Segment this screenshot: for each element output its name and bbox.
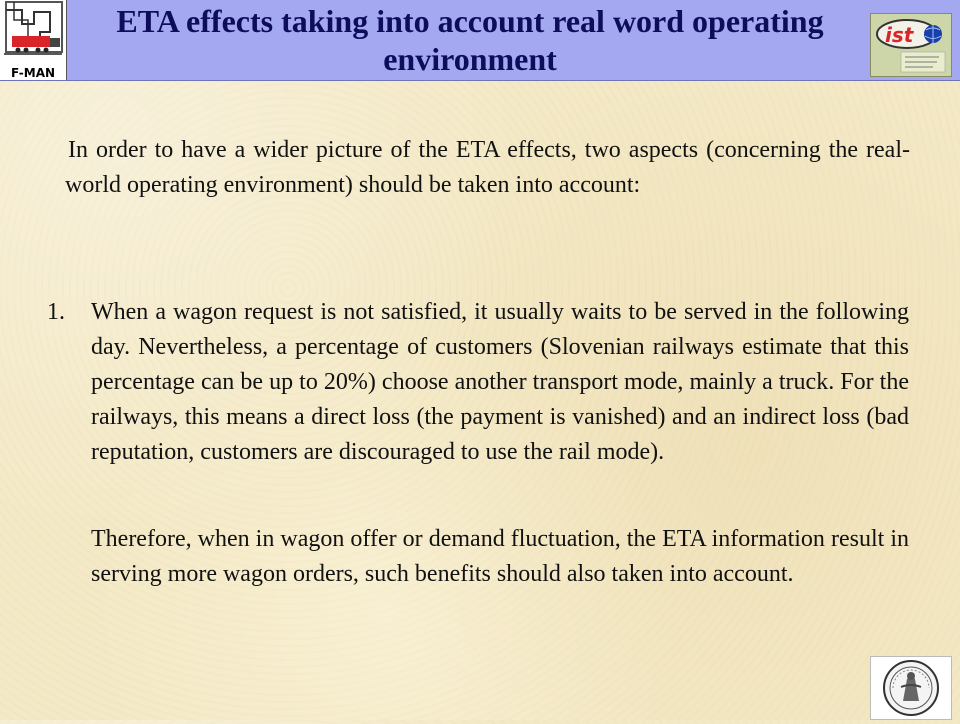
fman-rail-logo-icon bbox=[0, 0, 66, 66]
ist-logo bbox=[870, 13, 952, 77]
university-seal-icon bbox=[871, 657, 951, 719]
ist-logo-icon bbox=[871, 14, 951, 76]
list-item-number: 1. bbox=[47, 299, 65, 325]
conclusion-paragraph: Therefore, when in wagon offer or demand fluctuation, the ETA information result in serving more wagon orders, such benefits should also taken into account. bbox=[91, 526, 909, 587]
slide-title: ETA effects taking into account real word operating environment bbox=[116, 3, 824, 77]
fman-logo bbox=[0, 0, 67, 80]
slide-body bbox=[0, 80, 960, 720]
university-seal bbox=[870, 656, 952, 720]
slide-header bbox=[0, 0, 960, 81]
ist-logo-text: ist bbox=[885, 23, 914, 47]
intro-paragraph: In order to have a wider picture of the ETA effects, two aspects (concerning the real-world operating environment) should be taken into account: bbox=[65, 137, 910, 198]
fman-logo-text: F-MAN bbox=[10, 66, 56, 80]
list-item-text: When a wagon request is not satisfied, it usually waits to be served in the following day. Nevertheless, a percentage of customers (Slovenian railways estimate that this percentage can be up to 20%) choose another transport mode, mainly a truck. For the railways, this means a direct loss (the payment is vanished) and an indirect loss (bad reputation, customers are discouraged to use the rail mode). bbox=[91, 299, 909, 465]
